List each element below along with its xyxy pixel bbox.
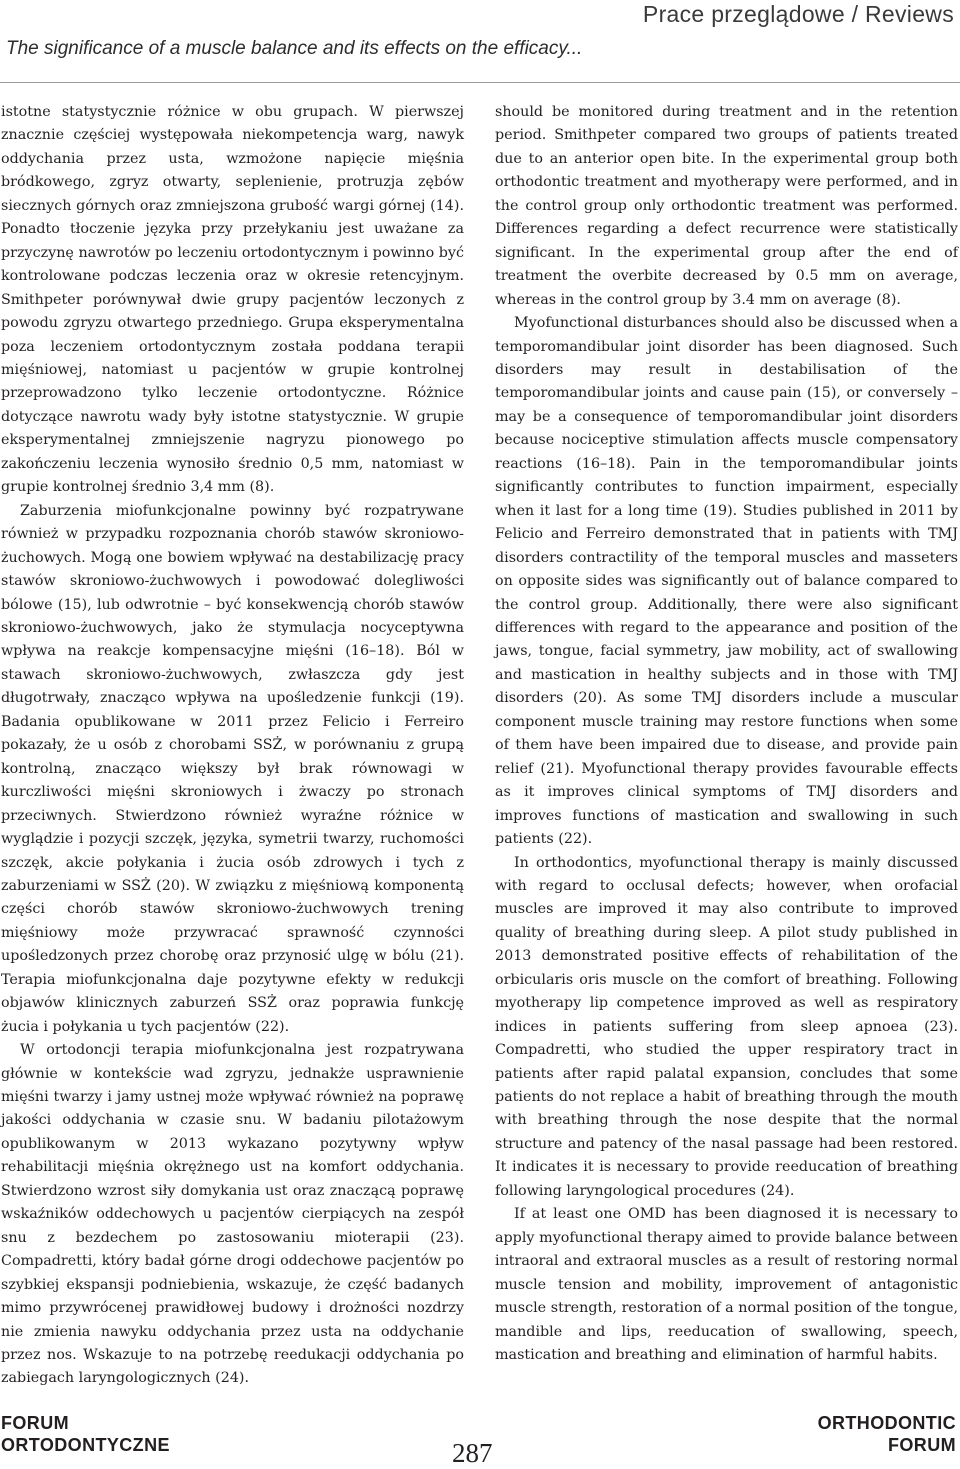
journal-name-polish-line2: ORTODONTYCZNE <box>1 1435 170 1455</box>
left-paragraph-3: W ortodoncji terapia miofunkcjonalna jest rozpatrywana głównie w kontekście wad zgryzu, jednakże usprawnienie mięśni twarzy i jamy ustnej może wpływać również na poprawę jakości oddychania w czasie snu. W badaniu pilotażowym opublikowanym w 2013 wykazano pozytywny wpływ rehabilitacji mięśnia okrężnego ust na komfort oddychania. Stwierdzono wzrost siły domykania ust oraz znaczącą poprawę wskaźników oddechowych u pacjentów cierpiących na zespół snu z bezdechem po zastosowaniu mioterapii (23). Compadretti, który badał górne drogi oddechowe pacjentów po szybkiej ekspansji podniebienia, wskazuje, że część badanych mimo przywrócenej prawidłowej budowy i drożności nozdrzy nie zmienia nawyku oddychania przez usta na oddychanie przez nos. Wskazuje to na potrzebę reedukacji oddychania po zabiegach laryngologicznych (24). <box>1 1042 464 1387</box>
left-column-polish <box>1 101 464 1391</box>
journal-name-english-line2: FORUM <box>888 1435 956 1455</box>
page-number: 287 <box>452 1438 493 1468</box>
right-paragraph-3: In orthodontics, myofunctional therapy is mainly discussed with regard to occlusal defects; however, when orofacial muscles are improved it may also contribute to improved quality of breathing during sleep. A pilot study published in 2013 demonstrated positive effects of rehabilitation of the orbicularis oris muscle on the comfort of breathing. Following myotherapy lip competence improved as well as respiratory indices in patients suffering from sleep apnoea (23). Compadretti, who studied the upper respiratory tract in patients after rapid palatal expansion, concludes that some patients do not replace a habit of breathing through the mouth with breathing through the nose despite that the normal structure and patency of the nasal passage had been restored. It indicates it is necessary to provide reeducation of breathing following laryngological procedures (24). <box>495 854 958 1199</box>
journal-name-polish <box>1 1412 170 1456</box>
right-paragraph-2: Myofunctional disturbances should also be discussed when a temporomandibular joint disorder has been diagnosed. Such disorders may result in destabilisation of the temporomandibular joints and cause pain (15), or conversely – may be a consequence of temporomandibular joint disorders because nociceptive stimulation affects muscle compensatory reactions (16–18). Pain in the temporomandibular joints significantly contributes to function impairment, especially when it last for a long time (19). Studies published in 2011 by Felicio and Ferreiro demonstrated that in patients with TMJ disorders contractility of the temporal muscles and masseters on opposite sides was significantly out of balance compared to the control group. Additionally, there were also significant differences with regard to the appearance and position of the jaws, tongue, facial symmetry, jaw mobility, act of swallowing and mastication in healthy subjects and in those with TMJ disorders (20). As some TMJ disorders include a muscular component muscle training may restore functions when some of them have been impaired due to disease, and provide pain relief (21). Myofunctional therapy provides favourable effects as it improves clinical symptoms of TMJ disorders and improves functions of mastication and swallowing in such patients (22). <box>495 315 958 848</box>
section-label: Prace przeglądowe / Reviews <box>642 1 954 27</box>
left-paragraph-2: Zaburzenia miofunkcjonalne powinny być rozpatrywane również w przypadku rozpoznania chorób stawów skroniowo-żuchowych. Mogą one bowiem wpływać na destabilizację pracy stawów skroniowo-żuchwowych i powodować dolegliwości bólowe (15), lub odwrotnie – być konsekwencją chorób stawów skroniowo-żuchwowych, jako że stymulacja nocyceptywna wpływa na reakcje kompensacyjne mięśni (16–18). Ból w stawach skroniowo-żuchwowych, zwłaszcza gdy jest długotrwały, znacząco wpływa na upośledzenie funkcji (19). Badania opublikowane w 2011 przez Felicio i Ferreiro pokazały, że u osób z chorobami SSŻ, w porównaniu z grupą kontrolną, znacząco większy był brak równowagi w kurczliwości mięśni skroniowych i żwaczy po stronach przeciwnych. Stwierdzono również wyraźne różnice w wyglądzie i pozycji szczęk, języka, symetrii twarzy, ruchomości szczęk, akcie połykania i żucia osób zdrowych i tych z zaburzeniami w SSŻ (20). W związku z mięśniową komponentą części chorób stawów skroniowo-żuchwowych trening mięśniowy może przywracać sprawność czynności upośledzonych przez chorobę oraz przynosić ulgę w bólu (21). Terapia miofunkcjonalna daje pozytywne efekty w redukcji objawów klinicznych zaburzeń SSŻ oraz poprawia funkcję żucia i połykania u tych pacjentów (22). <box>1 502 464 1035</box>
right-column-english <box>495 101 958 1367</box>
journal-name-english-line1: ORTHODONTIC <box>817 1413 956 1433</box>
running-title: The significance of a muscle balance and its effects on the efficacy... <box>6 38 583 59</box>
left-paragraph-1: istotne statystycznie różnice w obu grupach. W pierwszej znacznie częściej występowała niekompetencja warg, nawyk oddychania przez usta, wzmożone napięcie mięśnia bródkowego, zgryz otwarty, seplenienie, protruzja zębów siecznych górnych oraz zmniejszona grubość wargi górnej (14). Ponadto tłoczenie języka przy przełykaniu jest uważane za przyczynę nawrotów po leczeniu ortodontycznym i powinno być kontrolowane podczas leczenia oraz w okresie retencyjnym. Smithpeter porównywał dwie grupy pacjentów leczonych z powodu zgryzu otwartego przedniego. Grupa eksperymentalna poza leczeniem ortodontycznym została poddana terapii mięśniowej, natomiast u pacjentów w grupie kontrolnej przeprowadzono tylko leczenie ortodontyczne. Różnice dotyczące nawrotu wady były istotne statystycznie. W grupie eksperymentalnej zmniejszenie nagryzu pionowego po zakończeniu leczenia wynosiło średnio 0,5 mm, natomiast w grupie kontrolnej średnio 3,4 mm (8). <box>1 104 464 496</box>
journal-name-english <box>818 1412 956 1456</box>
right-paragraph-4: If at least one OMD has been diagnosed it is necessary to apply myofunctional therapy aimed to provide balance between intraoral and extraoral muscles as a result of restoring normal muscle tension and mobility, improvement of antagonistic muscle strength, restoration of a normal position of the tongue, mandible and lips, reeducation of swallowing, speech, mastication and breathing and elimination of harmful habits. <box>495 1206 958 1364</box>
header-divider <box>0 82 960 83</box>
right-paragraph-1: should be monitored during treatment and in the retention period. Smithpeter compared two groups of patients treated due to an anterior open bite. In the experimental group both orthodontic treatment and myotherapy were performed, and in the control group only orthodontic treatment was performed. Differences regarding a defect recurrence were statistically significant. In the experimental group after the end of treatment the overbite decreased by 0.5 mm on average, whereas in the control group by 3.4 mm on average (8). <box>495 104 958 308</box>
journal-name-polish-line1: FORUM <box>1 1413 69 1433</box>
